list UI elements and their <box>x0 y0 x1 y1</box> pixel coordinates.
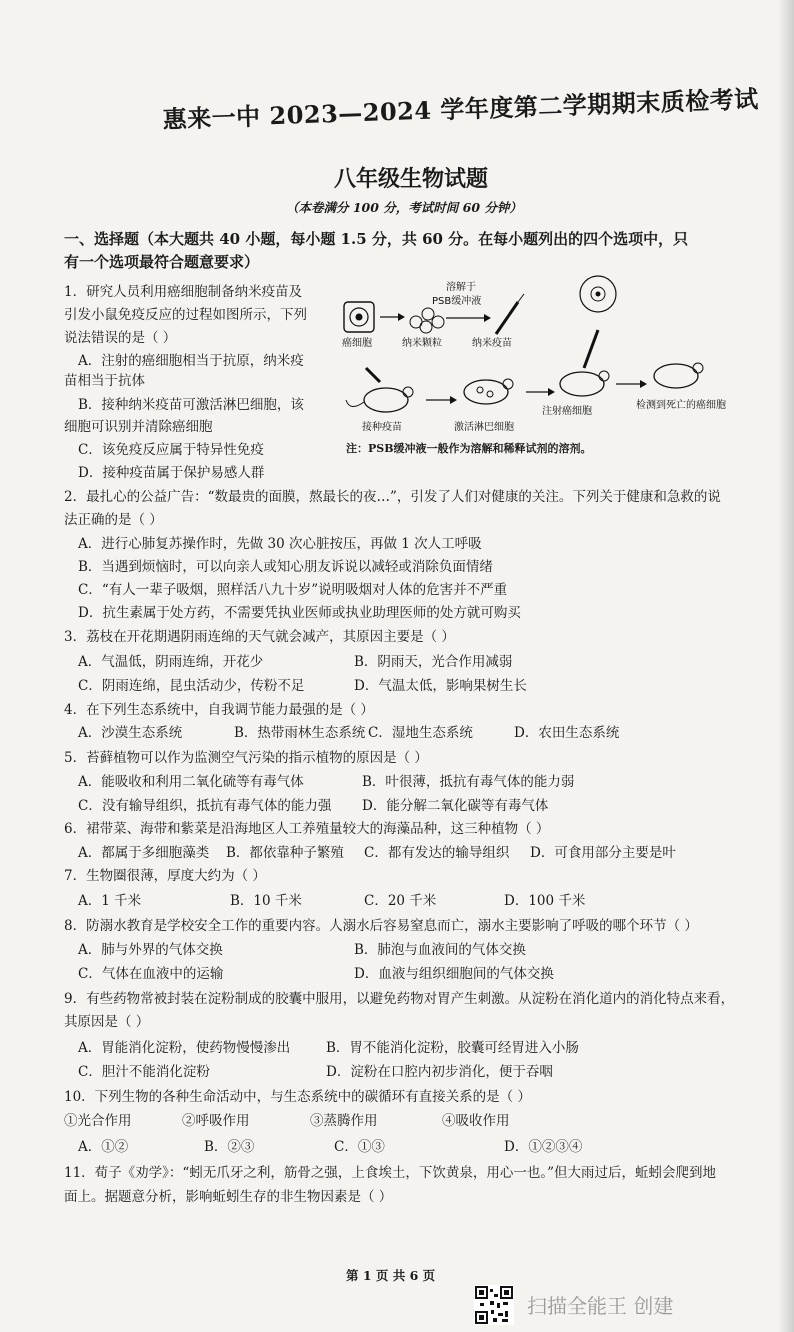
q10-option-d: D．①②③④ <box>504 1139 583 1155</box>
q10-item-4: ④吸收作用 <box>442 1113 510 1129</box>
label-nano-particle: 纳米颗粒 <box>402 338 442 349</box>
page-number: 第 1 页 共 6 页 <box>346 1268 436 1283</box>
q6-option-c: C．都有发达的输导组织 <box>364 845 510 861</box>
label-activate: 激活淋巴细胞 <box>454 422 514 433</box>
q9-option-a: A．胃能消化淀粉，使药物慢慢渗出 <box>78 1040 291 1056</box>
q1-stem: 引发小鼠免疫反应的过程如图所示，下列 <box>64 307 307 323</box>
q7-option-b: B．10 千米 <box>230 893 302 909</box>
label-cancer-cell: 癌细胞 <box>342 338 372 349</box>
q1-stem: 1．研究人员利用癌细胞制备纳米疫苗及 <box>64 284 303 300</box>
q10-stem: 10．下列生物的各种生命活动中，与生态系统中的碳循环有直接关系的是（ ） <box>64 1089 531 1105</box>
q1-option-a: 苗相当于抗体 <box>64 373 145 389</box>
q5-option-a: A．能吸收和利用二氧化硫等有毒气体 <box>78 774 304 790</box>
q8-option-d: D．血液与组织细胞间的气体交换 <box>354 966 554 982</box>
exam-title: 惠来一中 2023—2024 学年度第二学期期末质检考试 <box>162 84 760 134</box>
q4-option-a: A．沙漠生态系统 <box>78 725 183 741</box>
q2-option-a: A．进行心肺复苏操作时，先做 30 次心脏按压，再做 1 次人工呼吸 <box>78 536 482 552</box>
q2-option-c: C．“有人一辈子吸烟，照样活八九十岁”说明吸烟对人体的危害并不严重 <box>78 582 508 598</box>
exam-subtitle: 八年级生物试题 <box>334 166 489 192</box>
q10-option-a: A．①② <box>78 1139 129 1155</box>
arrow-head <box>640 380 647 388</box>
q8-option-a: A．肺与外界的气体交换 <box>78 942 223 958</box>
q3-option-d: D．气温太低，影响果树生长 <box>354 678 527 694</box>
diagram-note: 注：PSB缓冲液一般作为溶解和稀释试剂的溶剂。 <box>346 442 592 455</box>
arrow-head <box>548 388 555 396</box>
arrow-head <box>398 313 405 321</box>
mouse-icon <box>654 363 703 388</box>
exam-note: （本卷满分 100 分，考试时间 60 分钟） <box>286 200 522 215</box>
nano-particle-icon <box>410 308 444 333</box>
q9-stem: 其原因是（ ） <box>64 1014 150 1030</box>
q9-option-b: B．胃不能消化淀粉，胶囊可经胃进入小肠 <box>326 1040 579 1056</box>
q3-option-a: A．气温低，阴雨连绵，开花少 <box>78 654 264 670</box>
q7-option-a: A．1 千米 <box>78 893 142 909</box>
q2-stem: 2．最扎心的公益广告：“数最贵的面膜，熬最长的夜…”，引发了人们对健康的关注。下列关于健康和急救的说 <box>64 489 721 505</box>
label-inject-cancer: 注射癌细胞 <box>542 406 592 417</box>
q7-option-c: C．20 千米 <box>364 893 437 909</box>
q9-stem: 9．有些药物常被封装在淀粉制成的胶囊中服用，以避免药物对胃产生刺激。从淀粉在消化道内的消化特点来看， <box>64 991 735 1007</box>
cancer-cell-icon <box>344 302 374 332</box>
q11-stem: 面上。据题意分析，影响蚯蚓生存的非生物因素是（ ） <box>64 1189 393 1205</box>
mouse-icon <box>346 387 413 412</box>
q6-option-d: D．可食用部分主要是叶 <box>530 845 676 861</box>
q3-stem: 3．荔枝在开花期遇阴雨连绵的天气就会减产，其原因主要是（ ） <box>64 629 455 645</box>
q6-option-a: A．都属于多细胞藻类 <box>78 845 210 861</box>
scanner-watermark: 扫描全能王 创建 <box>527 1294 674 1318</box>
label-nano-vaccine: 纳米疫苗 <box>472 338 512 349</box>
arrow-head <box>450 396 457 404</box>
section-heading: 一、选择题（本大题共 40 小题，每小题 1.5 分，共 60 分。在每小题列出的四个选项中，只 <box>64 230 689 248</box>
q3-option-c: C．阴雨连绵，昆虫活动少，传粉不足 <box>78 678 305 694</box>
q10-item-1: ①光合作用 <box>64 1113 132 1129</box>
q1-option-c: C．该免疫反应属于特异性免疫 <box>78 442 264 458</box>
q11-stem: 11．荀子《劝学》：“蚓无爪牙之利，筋骨之强，上食埃土，下饮黄泉，用心一也。”但大雨过后，蚯蚓会爬到地 <box>64 1165 716 1181</box>
label-dissolve: 溶解于 <box>446 282 476 293</box>
q5-option-d: D．能分解二氧化碳等有毒气体 <box>362 798 549 814</box>
q4-option-c: C．湿地生态系统 <box>368 725 473 741</box>
label-detect: 检测到死亡的癌细胞 <box>636 400 726 411</box>
section-heading-cont: 有一个选项最符合题意要求） <box>64 253 260 271</box>
q3-option-b: B．阴雨天，光合作用减弱 <box>354 654 513 670</box>
syringe-icon <box>366 368 380 382</box>
q2-option-d: D．抗生素属于处方药，不需要凭执业医师或执业助理医师的处方就可购买 <box>78 605 521 621</box>
q10-option-b: B．②③ <box>204 1139 255 1155</box>
mouse-icon <box>560 371 609 396</box>
q10-item-3: ③蒸腾作用 <box>310 1113 378 1129</box>
q6-stem: 6．裙带菜、海带和紫菜是沿海地区人工养殖量较大的海藻品种，这三种植物（ ） <box>64 821 550 837</box>
cancer-cell-bubble-icon <box>580 276 616 312</box>
qr-code-icon <box>474 1285 514 1325</box>
q10-option-c: C．①③ <box>334 1139 385 1155</box>
label-psb: PSB缓冲液 <box>432 296 482 307</box>
q4-option-b: B．热带雨林生态系统 <box>234 725 366 741</box>
q10-item-2: ②呼吸作用 <box>182 1113 250 1129</box>
q1-option-d: D．接种疫苗属于保护易感人群 <box>78 465 265 481</box>
mouse-icon <box>464 379 513 404</box>
page-edge-shadow <box>778 0 794 1332</box>
q6-option-b: B．都依靠种子繁殖 <box>226 845 344 861</box>
q4-stem: 4．在下列生态系统中，自我调节能力最强的是（ ） <box>64 702 374 718</box>
q5-option-c: C．没有输导组织，抵抗有毒气体的能力强 <box>78 798 332 814</box>
q9-option-d: D．淀粉在口腔内初步消化，便于吞咽 <box>326 1064 553 1080</box>
q1-stem: 说法错误的是（ ） <box>64 330 177 346</box>
syringe-icon <box>584 330 598 368</box>
q8-stem: 8．防溺水教育是学校安全工作的重要内容。人溺水后容易窒息而亡，溺水主要影响了呼吸的哪个环节（ ） <box>64 918 698 934</box>
q1-option-a: A．注射的癌细胞相当于抗原，纳米疫 <box>78 353 304 369</box>
q2-option-b: B．当遇到烦恼时，可以向亲人或知心朋友诉说以减轻或消除负面情绪 <box>78 559 493 575</box>
q1-option-b: B．接种纳米疫苗可激活淋巴细胞，该 <box>78 397 304 413</box>
q9-option-c: C．胆汁不能消化淀粉 <box>78 1064 210 1080</box>
q2-stem: 法正确的是（ ） <box>64 512 163 528</box>
q7-option-d: D．100 千米 <box>504 893 586 909</box>
q5-option-b: B．叶很薄，抵抗有毒气体的能力弱 <box>362 774 575 790</box>
syringe-icon <box>496 294 524 334</box>
q7-stem: 7．生物圈很薄，厚度大约为（ ） <box>64 868 266 884</box>
q8-option-b: B．肺泡与血液间的气体交换 <box>354 942 526 958</box>
label-inject-vaccine: 接种疫苗 <box>362 422 402 433</box>
vaccine-process-diagram <box>336 272 756 464</box>
q4-option-d: D．农田生态系统 <box>514 725 620 741</box>
arrow-head <box>484 314 491 322</box>
q5-stem: 5．苔藓植物可以作为监测空气污染的指示植物的原因是（ ） <box>64 750 428 766</box>
q1-option-b: 细胞可识别并清除癌细胞 <box>64 419 213 435</box>
q8-option-c: C．气体在血液中的运输 <box>78 966 224 982</box>
